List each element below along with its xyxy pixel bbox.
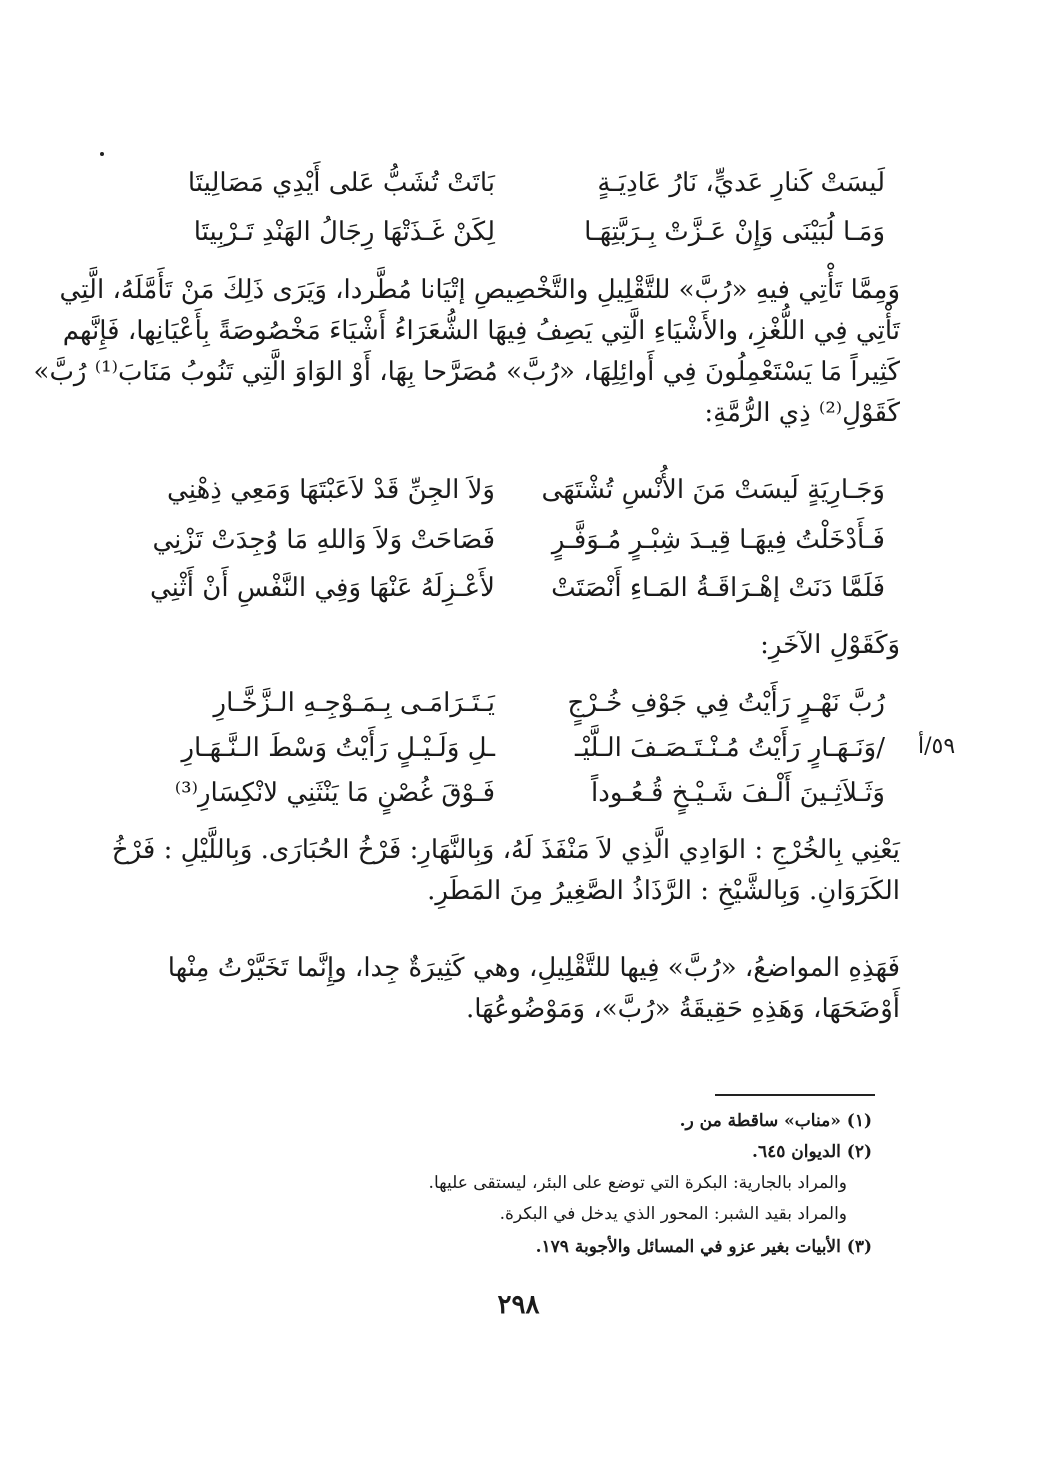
paragraph bbox=[111, 830, 900, 912]
paragraph bbox=[148, 948, 900, 1030]
verse-hemistich-second: لأَعْـزِلَهُ عَنْهَا وَفِي النَّفْسِ أَنْ أَثْنِي bbox=[150, 573, 495, 603]
paragraph bbox=[33, 270, 900, 434]
verse-hemistich-first: /وَنَـهَـارٍ رَأَيْتُ مُـنْـتَـصَـفَ الـلَّيْـ bbox=[575, 733, 885, 763]
stray-mark bbox=[100, 152, 104, 156]
footnote-note: والمراد بقيد الشبر: المحور الذي يدخل في البكرة. bbox=[499, 1204, 847, 1224]
verse-hemistich-first: فَلَمَّا دَنَتْ إهْـرَاقَـةُ المَـاءِ أَنْصَتَتْ bbox=[551, 573, 885, 603]
text-line: كَثِيراً مَا يَسْتَعْمِلُونَ فِي أَوائِلِهَا، «رُبَّ» مُصَرَّحا بِهَا، أَوْ الوَاوَ الَّتِي تَنُوبُ مَنَابَ⁽¹⁾ رُبَّ» bbox=[33, 357, 900, 387]
footnote-divider bbox=[715, 1094, 875, 1096]
footnote: (١) «مناب» ساقطة من ر. bbox=[679, 1111, 872, 1131]
footnote: (٢) الديوان ٦٤٥. bbox=[752, 1142, 872, 1162]
text-line: وَمِمَّا تَأْتِي فيهِ «رُبَّ» للتَّقْلِيلِ والتَّخْصِيصِ إتْيَانا مُطَّردا، وَيَرَى ذَلِكَ مَنْ تَأَمَّلَهُ، الَّتِي bbox=[59, 275, 900, 305]
verse-hemistich-second: يَـتَـرَامَـى بِـمَـوْجِـهِ الـزَّخَّـارِ bbox=[213, 688, 495, 718]
verse-hemistich-second: بَاتَتْ تُشَبُّ عَلى أَيْدِي مَصَالِيتَا bbox=[187, 168, 495, 198]
manuscript-folio-marker: ٥٩/أ bbox=[918, 734, 956, 759]
verse-hemistich-first: وَثَـلاَثِـينَ أَلْـفَ شَـيْـخٍ قُـعُـوداً bbox=[591, 778, 885, 808]
footnote: (٣) الأبيات بغير عزو في المسائل والأجوبة ١٧٩. bbox=[535, 1237, 872, 1257]
text-line: كَقَوْلِ⁽²⁾ ذِي الرُّمَّةِ: bbox=[704, 398, 900, 428]
verse-hemistich-second: فَـوْقَ غُصْنٍ مَا يَنْثَنِي لانْكِسَارِ⁽³⁾ bbox=[174, 778, 495, 808]
verse-hemistich-first: رُبَّ نَهْـرٍ رَأَيْتُ فِي جَوْفِ خُـرْجٍ bbox=[567, 688, 885, 718]
text-line: وَكَقَوْلِ الآخَرِ: bbox=[760, 630, 900, 660]
verse-hemistich-second: ـلِ وَلَـيْـلٍ رَأَيْتُ وَسْطَ الـنَّـهَـارِ bbox=[181, 733, 495, 763]
paragraph bbox=[148, 625, 900, 666]
text-line: فَهَذِهِ المواضعُ، «رُبَّ» فِيها للتَّقْلِيلِ، وهي كَثِيرَةٌ جِدا، وإِنَّما تَخَيَّرْتُ مِنْها bbox=[167, 953, 900, 983]
footnote-note: والمراد بالجارية: البكرة التي توضع على البئر، ليستقى عليها. bbox=[428, 1173, 847, 1193]
verse-hemistich-first: فَـأَدْخَلْتُ فِيهَـا قِيـدَ شِبْـرٍ مُـوَفَّـرٍ bbox=[551, 525, 885, 555]
page-number: ٢٩٨ bbox=[497, 1290, 540, 1320]
text-line: الكَرَوَانِ. وَبِالشَّيْخِ : الرَّذَاذُ الصَّغِيرُ مِنَ المَطَرِ. bbox=[427, 876, 900, 906]
verse-hemistich-first: وَمَـا لُبَيْنَى وَإِنْ عَـزَّتْ بِـرَبَّتِهَـا bbox=[584, 217, 885, 247]
verse-hemistich-first: وَجَـارِيَةٍ لَيسَتْ مَنَ الأُنْسِ تُشْتَهَى bbox=[541, 475, 885, 505]
verse-hemistich-second: وَلاَ الجِنِّ قَدْ لاَعَبْتَهَا وَمَعِي ذِهْنِي bbox=[167, 475, 495, 505]
text-line: يَعْنِي بِالخُرْجِ : الوَادِي الَّذِي لاَ مَنْفَذَ لَهُ، وَبِالنَّهَارِ: فَرْخُ الحُبَارَى. وَبِاللَّيْلِ : فَرْخُ bbox=[111, 835, 900, 865]
verse-hemistich-second: فَصَاحَتْ وَلاَ وَاللهِ مَا وُجِدَتْ تَزْنِي bbox=[152, 525, 495, 555]
verse-hemistich-first: لَيسَتْ كَنارِ عَديٍّ، نَارُ عَادِيَـةٍ bbox=[597, 168, 885, 198]
text-line: أَوْضَحَهَا، وَهَذِهِ حَقِيقَةُ «رُبَّ»، وَمَوْضُوعُهَا. bbox=[465, 994, 900, 1024]
verse-hemistich-second: لِكَنْ غَـذَتْهَا رِجَالُ الهَنْدِ تَـرْبِيتَا bbox=[193, 217, 495, 247]
text-line: تَأْتِي فِي اللُّغْزِ، والأَشْيَاءِ الَّتِي يَصِفُ فِيهَا الشُّعَرَاءُ أَشْيَاءَ مَخْصُوصَةً بِأَعْيَانِها، فَإِنَّهم bbox=[62, 316, 900, 346]
